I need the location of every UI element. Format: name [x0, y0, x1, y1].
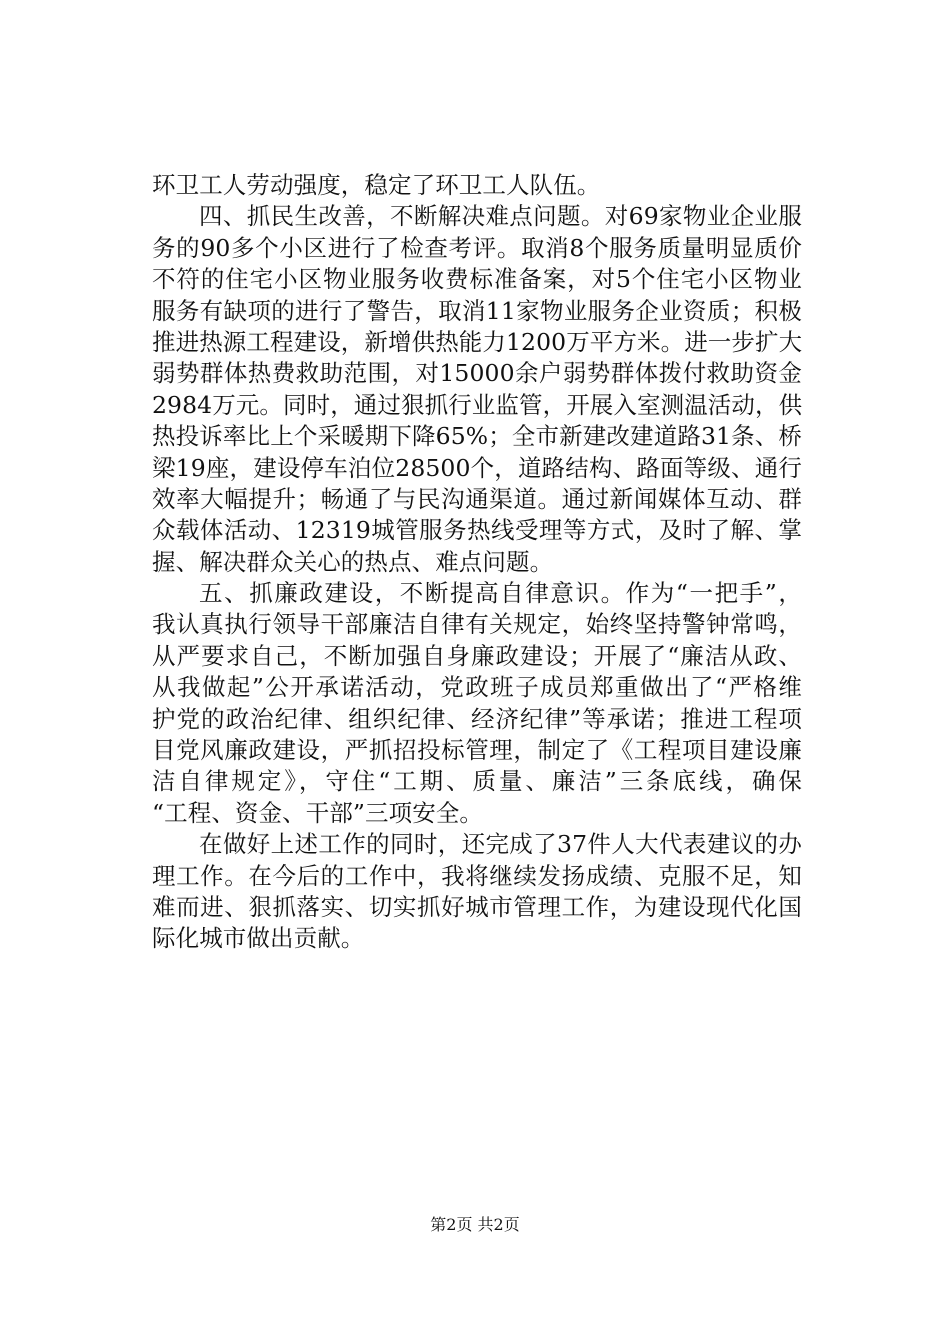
text-line: 难而进、狠抓落实、切实抓好城市管理工作，为建设现代化国 [152, 892, 802, 921]
text-line: 环卫工人劳动强度，稳定了环卫工人队伍。 [152, 171, 601, 199]
paragraph-integrity [152, 578, 802, 829]
text-line: 握、解决群众关心的热点、难点问题。 [152, 547, 554, 576]
text-line: 从我做起”公开承诺活动，党政班子成员郑重做出了“严格维 [152, 673, 802, 702]
text-line: 护党的政治纪律、组织纪律、经济纪律”等承诺；推进工程项 [152, 704, 802, 733]
text-line: 梁19座，建设停车泊位28500个，道路结构、路面等级、通行 [152, 453, 802, 482]
text-line: 推进热源工程建设，新增供热能力1200万平方米。进一步扩大 [152, 327, 803, 356]
text-line: 不符的住宅小区物业服务收费标准备案，对5个住宅小区物业 [152, 265, 802, 294]
text-line: 目党风廉政建设，严抓招投标管理，制定了《工程项目建设廉 [152, 736, 802, 765]
text-line: 效率大幅提升；畅通了与民沟通渠道。通过新闻媒体互动、群 [152, 484, 802, 513]
paragraph-livelihood [152, 201, 802, 578]
text-line: 际化城市做出贡献。 [152, 924, 365, 953]
text-line: 理工作。在今后的工作中，我将继续发扬成绩、克服不足，知 [152, 861, 802, 890]
text-line: 我认真执行领导干部廉洁自律有关规定，始终坚持警钟常鸣， [152, 610, 802, 639]
text-line: 弱势群体热费救助范围，对15000余户弱势群体拨付救助资金 [152, 359, 802, 388]
text-line: “工程、资金、干部”三项安全。 [152, 798, 484, 827]
text-line: 四、抓民生改善，不断解决难点问题。对69家物业企业服 [199, 202, 802, 231]
text-line: 五、抓廉政建设，不断提高自律意识。作为“一把手”， [199, 579, 802, 608]
text-line: 从严要求自己，不断加强自身廉政建设；开展了“廉洁从政、 [152, 641, 802, 670]
page-footer [0, 1215, 950, 1235]
page-number-label: 第2页 共2页 [430, 1215, 520, 1234]
body-text [152, 170, 802, 955]
text-line: 在做好上述工作的同时，还完成了37件人大代表建议的办 [199, 830, 802, 859]
text-line: 务的90多个小区进行了检查考评。取消8个服务质量明显质价 [152, 233, 802, 262]
paragraph-conclusion [152, 829, 802, 955]
text-line: 洁自律规定》，守住“工期、质量、廉洁”三条底线，确保 [152, 767, 802, 796]
text-line: 服务有缺项的进行了警告，取消11家物业服务企业资质；积极 [152, 296, 802, 325]
text-line: 热投诉率比上个采暖期下降65%；全市新建改建道路31条、桥 [152, 422, 802, 451]
paragraph-continuation [152, 170, 802, 201]
text-line: 2984万元。同时，通过狠抓行业监管，开展入室测温活动，供 [152, 390, 803, 419]
text-line: 众载体活动、12319城管服务热线受理等方式，及时了解、掌 [152, 516, 802, 545]
